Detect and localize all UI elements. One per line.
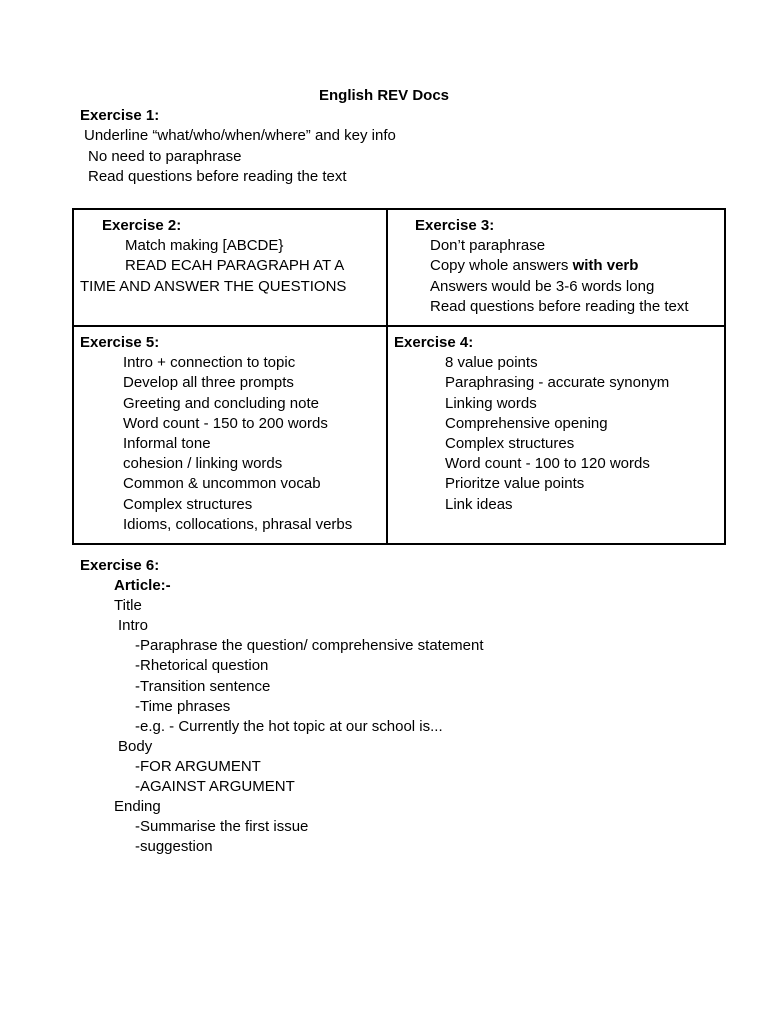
exercise-3-line: Answers would be 3-6 words long bbox=[430, 277, 655, 295]
list-item: Comprehensive opening bbox=[445, 414, 608, 432]
exercise-2-heading: Exercise 2: bbox=[102, 217, 182, 234]
list-item: -FOR ARGUMENT bbox=[135, 757, 261, 775]
exercise-2-line: TIME AND ANSWER THE QUESTIONS bbox=[80, 277, 347, 295]
exercise-1-line: Underline “what/who/when/where” and key info bbox=[84, 127, 396, 145]
exercise-5-heading: Exercise 5: bbox=[80, 334, 160, 352]
exercise-2-line: Match making [ABCDE} bbox=[125, 237, 284, 255]
list-item: Develop all three prompts bbox=[123, 374, 294, 392]
list-item: Linking words bbox=[445, 394, 537, 412]
list-item: Link ideas bbox=[445, 495, 513, 513]
list-item: Complex structures bbox=[123, 495, 253, 513]
exercises-table bbox=[72, 208, 726, 545]
list-item: -Rhetorical question bbox=[135, 657, 269, 675]
list-item: Word count - 100 to 120 words bbox=[445, 455, 650, 473]
page-title: English REV Docs bbox=[318, 87, 450, 104]
list-item: -Paraphrase the question/ comprehensive statement bbox=[135, 637, 484, 655]
exercise-4-heading: Exercise 4: bbox=[394, 334, 474, 352]
exercise-2-line: READ ECAH PARAGRAPH AT A bbox=[125, 257, 345, 275]
body-label: Body bbox=[118, 737, 153, 755]
title-label: Title bbox=[114, 597, 142, 615]
exercise-3-bold-text: with verb bbox=[572, 257, 639, 275]
exercise-1-line: No need to paraphrase bbox=[88, 147, 242, 165]
list-item: 8 value points bbox=[445, 354, 538, 372]
exercise-4-cell bbox=[387, 326, 725, 544]
exercise-3-line-text: Copy whole answers bbox=[430, 257, 573, 275]
list-item: -suggestion bbox=[135, 838, 213, 856]
list-item: Informal tone bbox=[123, 435, 211, 453]
list-item: Prioritze value points bbox=[445, 475, 585, 493]
list-item: Paraphrasing - accurate synonym bbox=[445, 374, 670, 392]
list-item: -AGAINST ARGUMENT bbox=[135, 778, 295, 796]
exercise-3-line: Don’t paraphrase bbox=[430, 237, 546, 255]
table-row bbox=[73, 209, 725, 326]
exercise-3-line: Read questions before reading the text bbox=[430, 297, 689, 315]
list-item: Greeting and concluding note bbox=[123, 394, 319, 412]
exercise-2-cell bbox=[73, 209, 387, 326]
list-item: -e.g. - Currently the hot topic at our school is... bbox=[135, 717, 443, 735]
list-item: -Time phrases bbox=[135, 697, 231, 715]
exercise-6-heading: Exercise 6: bbox=[80, 557, 160, 574]
list-item: Complex structures bbox=[445, 435, 575, 453]
exercise-1-heading: Exercise 1: bbox=[80, 107, 160, 124]
exercise-1-section bbox=[80, 106, 396, 187]
exercise-6-section bbox=[80, 556, 484, 857]
exercise-1-line: Read questions before reading the text bbox=[88, 167, 347, 185]
list-item: Common & uncommon vocab bbox=[123, 475, 321, 493]
exercise-3-line bbox=[394, 256, 718, 276]
exercise-3-cell bbox=[387, 209, 725, 326]
intro-label: Intro bbox=[118, 617, 149, 635]
exercise-5-cell bbox=[73, 326, 387, 544]
article-subheading: Article:- bbox=[114, 577, 171, 595]
list-item: -Transition sentence bbox=[135, 677, 271, 695]
list-item: -Summarise the first issue bbox=[135, 818, 309, 836]
list-item: cohesion / linking words bbox=[123, 455, 283, 473]
list-item: Intro + connection to topic bbox=[123, 354, 296, 372]
list-item: Idioms, collocations, phrasal verbs bbox=[123, 515, 353, 533]
ending-label: Ending bbox=[114, 798, 161, 816]
table-row bbox=[73, 326, 725, 544]
list-item: Word count - 150 to 200 words bbox=[123, 414, 328, 432]
exercise-3-heading: Exercise 3: bbox=[415, 217, 495, 234]
